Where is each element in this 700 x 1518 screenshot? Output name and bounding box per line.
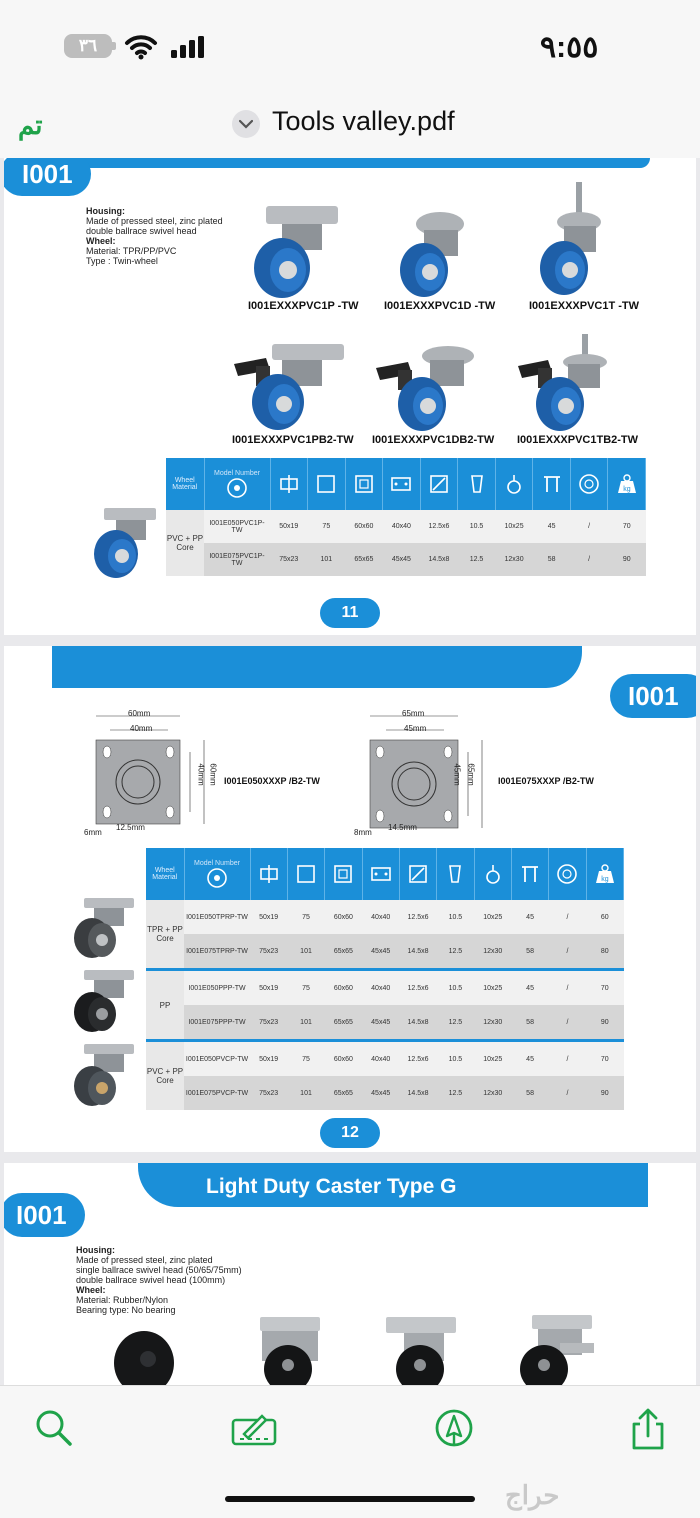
table-cell: 12x30: [474, 934, 511, 968]
spec-material: Material: Rubber/Nylon: [76, 1295, 169, 1305]
table-cell: I001E050PVC1P-TW: [204, 510, 270, 543]
table-cell: 10.5: [437, 1042, 474, 1076]
spec-housing-line: Made of pressed steel, zinc plated: [86, 216, 223, 226]
table-cell: 75: [287, 1042, 324, 1076]
table-cell: 65x65: [325, 1005, 362, 1039]
spec-housing-line: double ballrace swivel head (100mm): [76, 1275, 226, 1285]
caster-tpr-image: [68, 896, 138, 960]
table-cell: 65x65: [345, 543, 383, 576]
table-cell: 65x65: [325, 1076, 362, 1110]
bearing-icon: [570, 458, 608, 510]
wheel-material-cell: PP: [146, 971, 184, 1039]
plate-size-icon: [345, 458, 383, 510]
header-wheel-material: Wheel Material: [146, 848, 184, 900]
table-cell: 75: [287, 900, 324, 934]
wheel-width-icon: [270, 458, 308, 510]
spec-housing-line: double ballrace swivel head: [86, 226, 197, 236]
table-cell: 40x40: [362, 900, 399, 934]
bearing-icon: [549, 848, 586, 900]
model-label: I001EXXXPVC1DB2-TW: [372, 434, 495, 446]
table-cell: 45x45: [362, 1076, 399, 1110]
markup-icon[interactable]: [230, 1408, 278, 1448]
page-number: 11: [320, 598, 380, 628]
table-cell: 90: [608, 543, 646, 576]
bolt-spacing-icon: [383, 458, 421, 510]
table-cell: 58: [533, 543, 571, 576]
table-cell: /: [549, 1076, 586, 1110]
spec-housing-label: Housing:: [76, 1245, 115, 1255]
table-cell: 60x60: [325, 971, 362, 1005]
spec-material: Material: TPR/PP/PVC: [86, 246, 177, 256]
table-cell: 65x65: [325, 934, 362, 968]
table-cell: I001E050PVCP-TW: [184, 1042, 250, 1076]
spec-text: [76, 1245, 242, 1315]
signal-icon: [170, 36, 204, 58]
done-button[interactable]: تم: [18, 110, 43, 140]
table-cell: /: [549, 1042, 586, 1076]
section-title: Light Duty Caster Type G: [206, 1175, 457, 1198]
chevron-down-icon: [239, 119, 253, 129]
table-cell: 10x25: [474, 971, 511, 1005]
bolt-hole-icon: [399, 848, 436, 900]
rubber-caster-rigid-image: [376, 1313, 466, 1385]
table-cell: 12.5: [437, 934, 474, 968]
table-row: [166, 543, 646, 576]
table-cell: 14.5x8: [399, 934, 436, 968]
table-cell: 90: [586, 1076, 623, 1110]
table-cell: 45: [533, 510, 571, 543]
watermark-logo: حراج: [505, 1480, 560, 1510]
height-icon: [287, 848, 324, 900]
bolt-hole-icon: [420, 458, 458, 510]
battery-cap: [112, 42, 116, 50]
table-cell: /: [570, 510, 608, 543]
table-cell: I001E075PVC1P-TW: [204, 543, 270, 576]
table-cell: 14.5x8: [420, 543, 458, 576]
spec-housing-label: Housing:: [86, 206, 125, 216]
caster-plate-image: [244, 200, 344, 300]
table-cell: 70: [586, 971, 623, 1005]
dim-outer: 60mm: [128, 709, 151, 718]
table-cell: /: [549, 971, 586, 1005]
series-badge: I001: [4, 158, 91, 196]
table-cell: 12.5x6: [399, 1042, 436, 1076]
table-cell: 12x30: [474, 1076, 511, 1110]
table-row: [146, 1005, 624, 1039]
table-cell: /: [549, 934, 586, 968]
table-cell: 60: [586, 900, 623, 934]
home-indicator[interactable]: [225, 1496, 475, 1502]
table-cell: 101: [308, 543, 346, 576]
model-label: I001EXXXPVC1TB2-TW: [517, 434, 639, 446]
dim-outer: 65mm: [402, 709, 425, 718]
table-cell: 14.5x8: [399, 1005, 436, 1039]
table-cell: 45: [511, 900, 548, 934]
caster-pvc-image: [68, 1042, 138, 1108]
table-cell: /: [570, 543, 608, 576]
wheel-material-cell: PVC + PP Core: [166, 510, 204, 576]
caster-threaded-brake-image: [518, 334, 618, 434]
table-cell: 14.5x8: [399, 1076, 436, 1110]
table-cell: 12.5: [437, 1005, 474, 1039]
table-cell: 10x25: [495, 510, 533, 543]
table-cell: I001E050TPRP-TW: [184, 900, 250, 934]
load-capacity-icon: [586, 848, 623, 900]
spec-bearing: Bearing type: No bearing: [76, 1305, 176, 1315]
caster-bolt-hole-image: [392, 210, 472, 300]
header-band: [52, 646, 582, 688]
pdf-page-12: [4, 646, 696, 1152]
table-cell: I001E075PPP-TW: [184, 1005, 250, 1039]
table-cell: 10.5: [437, 900, 474, 934]
table-cell: 101: [287, 1005, 324, 1039]
header-model-number: Model Number: [204, 458, 270, 510]
table-cell: 70: [608, 510, 646, 543]
table-cell: 45x45: [362, 1005, 399, 1039]
battery-indicator: ٣٦: [64, 34, 112, 58]
table-cell: 10.5: [458, 510, 496, 543]
model-label: I001EXXXPVC1P -TW: [248, 300, 359, 312]
table-row: [146, 934, 624, 968]
table-row: [146, 1042, 624, 1076]
table-cell: 45: [511, 971, 548, 1005]
nav-bar: [0, 92, 700, 158]
table-cell: 75: [287, 971, 324, 1005]
table-row: [146, 971, 624, 1005]
header-band: [74, 158, 650, 168]
table-cell: I001E075PVCP-TW: [184, 1076, 250, 1110]
status-bar: [0, 0, 700, 92]
table-cell: 90: [586, 1005, 623, 1039]
table-cell: 60x60: [345, 510, 383, 543]
table-cell: 10x25: [474, 1042, 511, 1076]
table-cell: 12.5x6: [399, 971, 436, 1005]
swivel-icon: [474, 848, 511, 900]
plate-thickness-icon: [437, 848, 474, 900]
offset-icon: [511, 848, 548, 900]
dim-inner: 45mm: [404, 724, 427, 733]
clock: ٩:٥٥: [540, 31, 599, 64]
caster-threaded-stem-image: [534, 182, 614, 300]
page-number: 12: [320, 1118, 380, 1148]
spec-table: [146, 848, 624, 1110]
dim-side-inner: 40mm: [196, 763, 206, 786]
wheel-material-cell: TPR + PP Core: [146, 900, 184, 968]
table-cell: 40x40: [362, 1042, 399, 1076]
dim-side-outer: 60mm: [208, 763, 218, 786]
rubber-caster-brake-image: [508, 1313, 598, 1385]
table-cell: 75: [308, 510, 346, 543]
rubber-wheel-image: [110, 1329, 180, 1385]
table-cell: 75x23: [250, 1076, 287, 1110]
table-cell: 12x30: [495, 543, 533, 576]
table-cell: 50x19: [250, 1042, 287, 1076]
spec-text: [86, 206, 223, 266]
table-row: [166, 510, 646, 543]
table-row: [146, 1076, 624, 1110]
table-cell: 40x40: [362, 971, 399, 1005]
dim-inner: 40mm: [130, 724, 153, 733]
pen-circle-icon[interactable]: [434, 1408, 474, 1448]
table-cell: 58: [511, 1076, 548, 1110]
model-label: I001EXXXPVC1D -TW: [384, 300, 496, 312]
table-cell: 50x19: [250, 971, 287, 1005]
wheel-material-cell: PVC + PP Core: [146, 1042, 184, 1110]
dim-slot: 14.5mm: [388, 823, 417, 832]
table-cell: 10x25: [474, 900, 511, 934]
table-cell: 12.5: [458, 543, 496, 576]
table-cell: 60x60: [325, 900, 362, 934]
series-badge: I001: [610, 674, 696, 718]
rubber-caster-swivel-image: [242, 1313, 332, 1385]
plate-size-icon: [325, 848, 362, 900]
table-cell: 70: [586, 1042, 623, 1076]
offset-icon: [533, 458, 571, 510]
dim-hole: 6mm: [84, 828, 102, 837]
table-cell: 45x45: [362, 934, 399, 968]
dim-slot: 12.5mm: [116, 823, 145, 832]
caster-pp-image: [68, 968, 138, 1034]
table-cell: 50x19: [250, 900, 287, 934]
table-cell: /: [549, 1005, 586, 1039]
model-label: I001EXXXPVC1T -TW: [529, 300, 640, 312]
spec-housing-line: single ballrace swivel head (50/65/75mm): [76, 1265, 242, 1275]
table-cell: 12.5x6: [399, 900, 436, 934]
table-cell: 58: [511, 1005, 548, 1039]
table-cell: 12.5: [437, 1076, 474, 1110]
table-cell: 101: [287, 934, 324, 968]
table-row: [146, 900, 624, 934]
table-cell: I001E075TPRP-TW: [184, 934, 250, 968]
table-cell: 80: [586, 934, 623, 968]
table-cell: 75x23: [250, 934, 287, 968]
header-wheel-material: Wheel Material: [166, 458, 204, 510]
caster-bolt-hole-brake-image: [376, 346, 480, 434]
dim-hole: 8mm: [354, 828, 372, 837]
spec-housing-line: Made of pressed steel, zinc plated: [76, 1255, 213, 1265]
spec-type: Type : Twin-wheel: [86, 256, 158, 266]
dim-side-outer: 65mm: [466, 763, 476, 786]
dim-side-inner: 45mm: [452, 763, 462, 786]
plate-thickness-icon: [458, 458, 496, 510]
drawing-label: I001E075XXXP /B2-TW: [498, 776, 594, 786]
caster-table-image: [86, 504, 162, 580]
document-title[interactable]: Tools valley.pdf: [272, 106, 455, 136]
bolt-spacing-icon: [362, 848, 399, 900]
header-model-number: Model Number: [184, 848, 250, 900]
svg-text:kg: kg: [601, 876, 609, 883]
wifi-icon: [124, 32, 158, 60]
table-cell: 12x30: [474, 1005, 511, 1039]
table-cell: 50x19: [270, 510, 308, 543]
height-icon: [308, 458, 346, 510]
title-menu-button[interactable]: [232, 110, 260, 138]
spec-wheel-label: Wheel:: [86, 236, 116, 246]
wheel-width-icon: [250, 848, 287, 900]
table-cell: 45: [511, 1042, 548, 1076]
mounting-plate-drawing: [358, 710, 498, 840]
pdf-page-13: [4, 1163, 696, 1385]
series-badge: I001: [4, 1193, 85, 1237]
table-cell: 75x23: [250, 1005, 287, 1039]
pdf-page-11: [4, 158, 696, 635]
svg-text:kg: kg: [623, 486, 631, 493]
search-icon[interactable]: [34, 1408, 74, 1448]
swivel-icon: [495, 458, 533, 510]
table-cell: 75x23: [270, 543, 308, 576]
table-cell: 58: [511, 934, 548, 968]
drawing-label: I001E050XXXP /B2-TW: [224, 776, 320, 786]
load-capacity-icon: [608, 458, 646, 510]
table-cell: 40x40: [383, 510, 421, 543]
spec-wheel-label: Wheel:: [76, 1285, 106, 1295]
table-cell: 10.5: [437, 971, 474, 1005]
model-label: I001EXXXPVC1PB2-TW: [232, 434, 354, 446]
table-cell: I001E050PPP-TW: [184, 971, 250, 1005]
table-cell: 12.5x6: [420, 510, 458, 543]
caster-plate-brake-image: [232, 344, 348, 434]
table-cell: /: [549, 900, 586, 934]
table-cell: 101: [287, 1076, 324, 1110]
share-icon[interactable]: [628, 1408, 668, 1452]
table-cell: 60x60: [325, 1042, 362, 1076]
spec-table: [166, 458, 646, 576]
table-cell: 45x45: [383, 543, 421, 576]
